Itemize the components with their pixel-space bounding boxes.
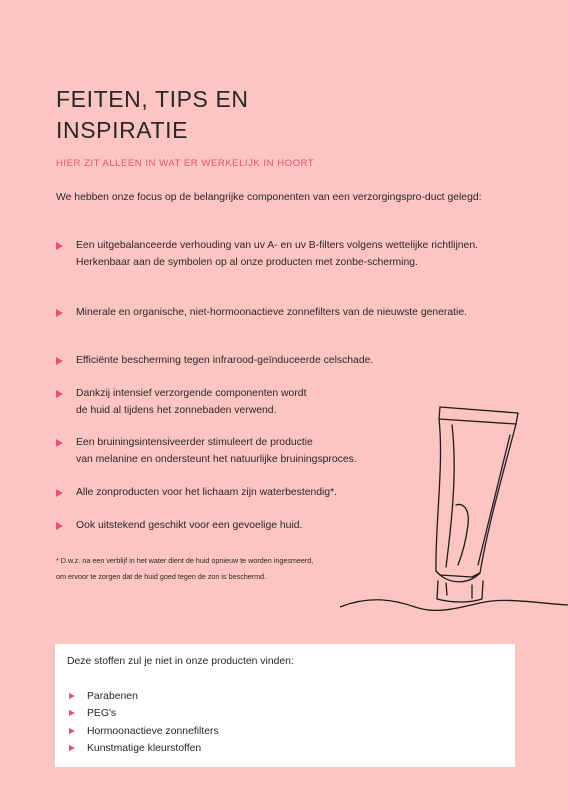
footnote: * D.w.z. na een verblijf in het water dient de huid opnieuw te worden ingesmeerd, om ervoor te zorgen dat de huid goed tegen de zon is beschermd.: [56, 556, 314, 581]
page-title: FEITEN, TIPS EN INSPIRATIE: [56, 86, 249, 143]
box-heading: Deze stoffen zul je niet in onze producten vinden:: [67, 656, 294, 667]
triangle-arrow-icon: [56, 439, 63, 447]
feature-item: [56, 305, 516, 322]
triangle-arrow-icon: [56, 390, 63, 398]
excluded-text: PEG's: [87, 708, 117, 720]
triangle-arrow-icon: [69, 693, 75, 699]
feature-item: [56, 238, 516, 271]
page-subtitle: HIER ZIT ALLEEN IN WAT ER WERKELIJK IN HOORT: [56, 158, 315, 169]
feature-text: Alle zonproducten voor het lichaam zijn waterbestendig*.: [76, 487, 338, 498]
sunscreen-tube-icon: [340, 395, 568, 620]
excluded-ingredients-box: [55, 644, 515, 767]
triangle-arrow-icon: [56, 489, 63, 497]
intro-text: We hebben onze focus op de belangrijke componenten van een verzorgingspro-duct gelegd:: [56, 192, 482, 203]
feature-text: Minerale en organische, niet-hormoonactieve zonnefilters van de nieuwste generatie.: [76, 307, 468, 318]
feature-text: Een bruiningsintensiveerder stimuleert de productie van melanine en ondersteunt het natuurlijke bruiningsproces.: [76, 437, 357, 465]
triangle-arrow-icon: [69, 710, 75, 716]
excluded-item: [67, 740, 219, 757]
excluded-list: [67, 688, 219, 757]
triangle-arrow-icon: [56, 357, 63, 365]
excluded-item: [67, 688, 219, 705]
feature-text: Een uitgebalanceerde verhouding van uv A- en uv B-filters volgens wettelijke richtlijnen. Herkenbaar aan de symbolen op al onze producten met zonbe-scherming.: [76, 240, 479, 268]
excluded-item: [67, 723, 219, 740]
feature-text: Ook uitstekend geschikt voor een gevoelige huid.: [76, 520, 303, 531]
excluded-item: [67, 705, 219, 722]
feature-text: Dankzij intensief verzorgende componenten wordt de huid al tijdens het zonnebaden verwend.: [76, 388, 307, 416]
feature-text: Efficiënte bescherming tegen infrarood-geïnduceerde celschade.: [76, 355, 374, 366]
triangle-arrow-icon: [69, 728, 75, 734]
excluded-text: Parabenen: [87, 691, 138, 702]
triangle-arrow-icon: [69, 745, 75, 751]
feature-item: [56, 353, 516, 370]
triangle-arrow-icon: [56, 309, 63, 317]
excluded-text: Hormoonactieve zonnefilters: [87, 725, 219, 737]
excluded-text: Kunstmatige kleurstoffen: [87, 742, 202, 754]
triangle-arrow-icon: [56, 522, 63, 530]
triangle-arrow-icon: [56, 242, 63, 250]
